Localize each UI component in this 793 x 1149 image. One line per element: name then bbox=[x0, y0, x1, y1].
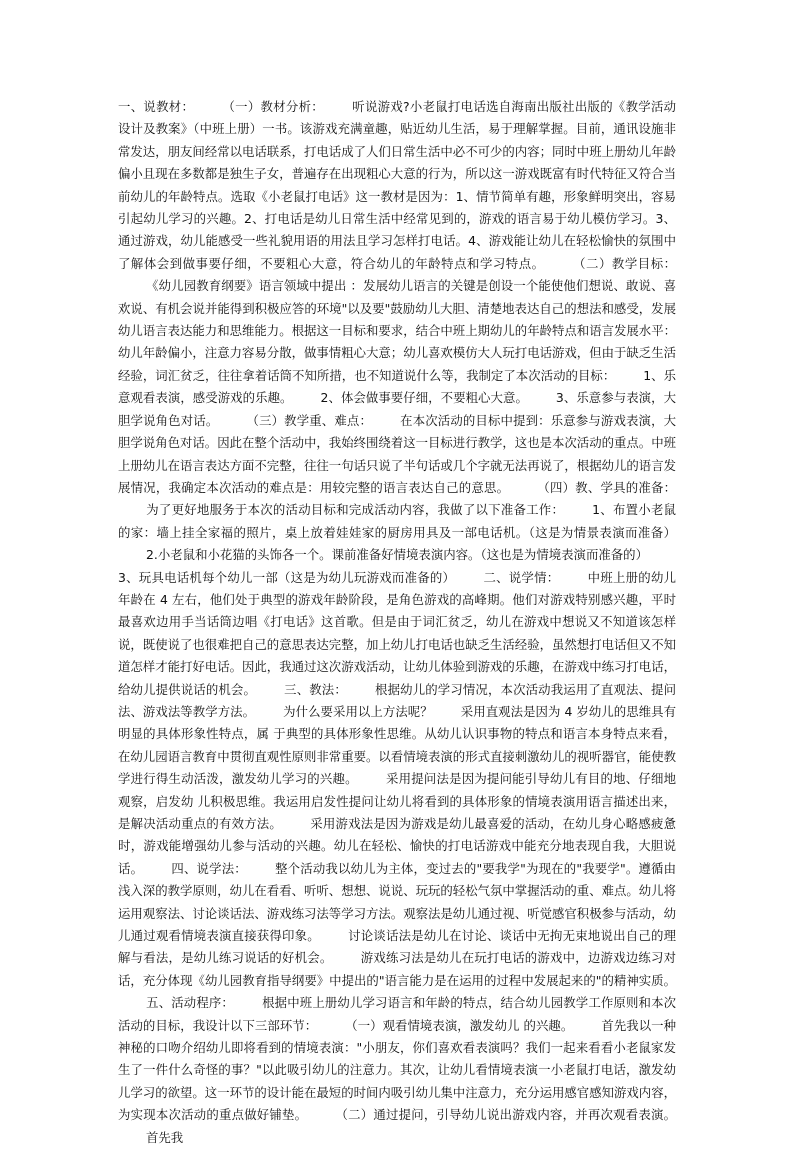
text-segment: 1、布置小老鼠的家：墙上挂全家福的照片，桌上放着娃娃家的厨房用具及一部电话机。（这是为情景表演而准备） bbox=[118, 502, 676, 540]
text-segment: 根据幼儿的学习情况，本次活动我运用了直观法、提问法、游戏法等教学方法。 bbox=[118, 681, 677, 719]
text-segment: 采用提问法是因为提问能引导幼儿有目的地、仔细地观察，启发幼 儿积极思维。我运用启发性提问让幼儿将看到的具体形象的情境表演用语言描述出来，是解决活动重点的有效方法。 bbox=[118, 771, 677, 831]
text-segment: （二）教学目标： bbox=[572, 255, 677, 271]
text-segment: 1、乐意观看表演，感受游戏的乐趣。 bbox=[118, 367, 676, 406]
text-segment: 一、说教材： bbox=[118, 99, 195, 114]
text-segment: 四、说学法： bbox=[171, 860, 247, 876]
text-segment: 采用游戏法是因为游戏是幼儿最喜爱的活动，在幼儿身心略感疲惫时，游戏能增强幼儿参与活动的兴趣。幼儿在轻松、愉快的打电话游戏中能充分地表现自我，大胆说话。 bbox=[118, 816, 677, 876]
text-segment: 讨论谈话法是幼儿在讨论、谈话中无拘无束地说出自己的理解与看法，是幼儿练习说话的好机会。 bbox=[118, 928, 677, 966]
text-segment: （二）通过提问，引导幼儿说出游戏内容，并再次观看表演。 bbox=[335, 1107, 677, 1123]
text-segment: 听说游戏?小老鼠打电话选自海南出版社出版的《教学活动设计及教案》（中班上册）一书。该游戏充满童趣，贴近幼儿生活，易于理解掌握。目前，通讯设施非常发达，朋友间经常以电话联系，打电话成了人们日常生活中必不可少的内容；同时中班上册幼儿年龄偏小且现在多数都是独生子女，普遍存在出现粗心大意的行为，所以这一游戏既富有时代特征又符合当前幼儿的年龄特点。选取《小老鼠打电话》这一教材是因为：1、情节简单有趣，形象鲜明突出，容易引起幼儿学习的兴趣。2、打电话是幼儿日常生活中经常见到的，游戏的语言易于幼儿模仿学习。3、通过游戏，幼儿能感受一些礼貌用语的用法且学习怎样打电话。4、游戏能让幼儿在轻松愉快的氛围中了解体会到做事要仔细，不要粗心大意，符合幼儿的年龄特点和学习特点。 bbox=[118, 99, 677, 271]
text-segment: 在本次活动的目标中提到：乐意参与游戏表演，大胆学说角色对话。因此在整个活动中，我始终围绕着这一目标进行教学，这也是本次活动的重点。中班上册幼儿在语言表达方面不完整，往往一句话只说了半句话或几个字就无法再说了，根据幼儿的语言发展情况，我确定本次活动的难点是：用较完整的语言表达自己的意思。 bbox=[118, 412, 677, 495]
text-segment: 2.小老鼠和小花猫的头饰各一个。课前准备好情境表演内容。（这也是为情境表演而准备的） bbox=[146, 547, 648, 563]
text-segment: 根据中班上册幼儿学习语言和年龄的特点，结合幼儿园教学工作原则和本次活动的目标，我设计以下三部环节： bbox=[118, 995, 677, 1033]
text-segment: 游戏练习法是幼儿在玩打电话的游戏中，边游戏边练习对话，充分体现《幼儿园教育指导纲要》中提出的"语言能力是在运用的过程中发展起来的"的精神实质。 bbox=[118, 950, 677, 988]
text-segment: 整个活动我以幼儿为主体，变过去的"要我学"为现在的"我要学"。遵循由浅入深的教学原则，幼儿在看看、听听、想想、说说、玩玩的轻松气氛中掌握活动的重、难点。幼儿将运用观察法、讨论谈话法、游戏练习法等学习方法。观察法是幼儿通过视、听觉感官积极参与活动，幼儿通过观看情境表演直接获得印象。 bbox=[118, 860, 677, 944]
text-segment: （一）教材分析： bbox=[222, 99, 324, 114]
text-segment: 中班上册的幼儿年龄在 4 左右，他们处于典型的游戏年龄阶段，是角色游戏的高峰期。他们对游戏特别感兴趣，平时最喜欢边用手当话筒边唱《打电话》这首歌。但是由于词汇贫乏，幼儿在游戏中想说又不知道该怎样说，既使说了也很难把自己的意思表达完整，加上幼儿打电话也缺乏生活经验，虽然想打电话但又不知道怎样才能打好电话。因此，我通过这次游戏活动，让幼儿体验到游戏的乐趣，在游戏中练习打电话，给幼儿提供说话的机会。 bbox=[118, 569, 676, 697]
text-segment: （三）教学重、难点： bbox=[246, 412, 372, 428]
text-segment: 3、乐意参与表演，大胆学说角色对话。 bbox=[118, 390, 676, 428]
text-segment: 为了更好地服务于本次的活动目标和完成活动内容，我做了以下准备工作： bbox=[146, 502, 565, 518]
text-segment: （一）观看情境表演，激发幼儿 的兴趣。 bbox=[345, 1017, 574, 1033]
text-segment: 2、体会做事要仔细，不要粗心大意。 bbox=[320, 390, 528, 406]
text-segment: 《幼儿园教育纲要》语言领域中提出 ：发展幼儿语言的关键是创设一个能使他们想说、敢说、喜欢说、有机会说并能得到积极应答的环境"以及要"鼓励幼儿大胆、清楚地表达自己的想法和感受，发展幼儿语言表达能力和思维能力。根据这一目标和要求，结合中班上期幼儿的年龄特点和语言发展水平：幼儿年龄偏小，注意力容易分散，做事情粗心大意；幼儿喜欢模仿大人玩打电话游戏，但由于缺乏生活经验，词汇贫乏，往往拿着话筒不知所措，也不知道说什么等，我制定了本次活动的目标： bbox=[118, 278, 676, 383]
text-segment: 二、说学情： bbox=[483, 569, 560, 585]
text-segment: 为什么要采用以上方法呢？ bbox=[283, 703, 433, 719]
text-segment: 首先我以一种神秘的口吻介绍幼儿即将看到的情境表演："小朋友，你们喜欢看表演吗？我们一起来看看小老鼠家发生了一件什么奇怪的事？"以此吸引幼儿的注意力。其次，让幼儿看情境表演一小老鼠打电话，激发幼儿学习的欲望。这一环节的设计能在最短的时间内吸引幼儿集中注意力，充分运用感官感知游戏内容，为实现本次活动的重点做好铺垫。 bbox=[118, 1017, 677, 1123]
text-segment: 首先我 bbox=[146, 1129, 184, 1145]
document-page bbox=[118, 96, 676, 1149]
text-segment: 3、玩具电话机每个幼儿一部（这是为幼儿玩游戏而准备的） bbox=[118, 569, 456, 585]
text-segment: 采用直观法是因为 4 岁幼儿的思维具有明显的具体形象性特点，属 于典型的具体形象性思维。从幼儿认识事物的特点和语言本身特点来看，在幼儿园语言教育中贯彻直观性原则非常重要。以看情境表演的形式直接刺激幼儿的视听器官，能使教学进行得生动活泼，激发幼儿学习的兴趣。 bbox=[118, 703, 677, 787]
text-segment: 五、活动程序： bbox=[146, 995, 234, 1011]
text-segment: 三、教法： bbox=[284, 681, 347, 697]
text-segment: （四）教、学具的准备： bbox=[537, 479, 677, 495]
